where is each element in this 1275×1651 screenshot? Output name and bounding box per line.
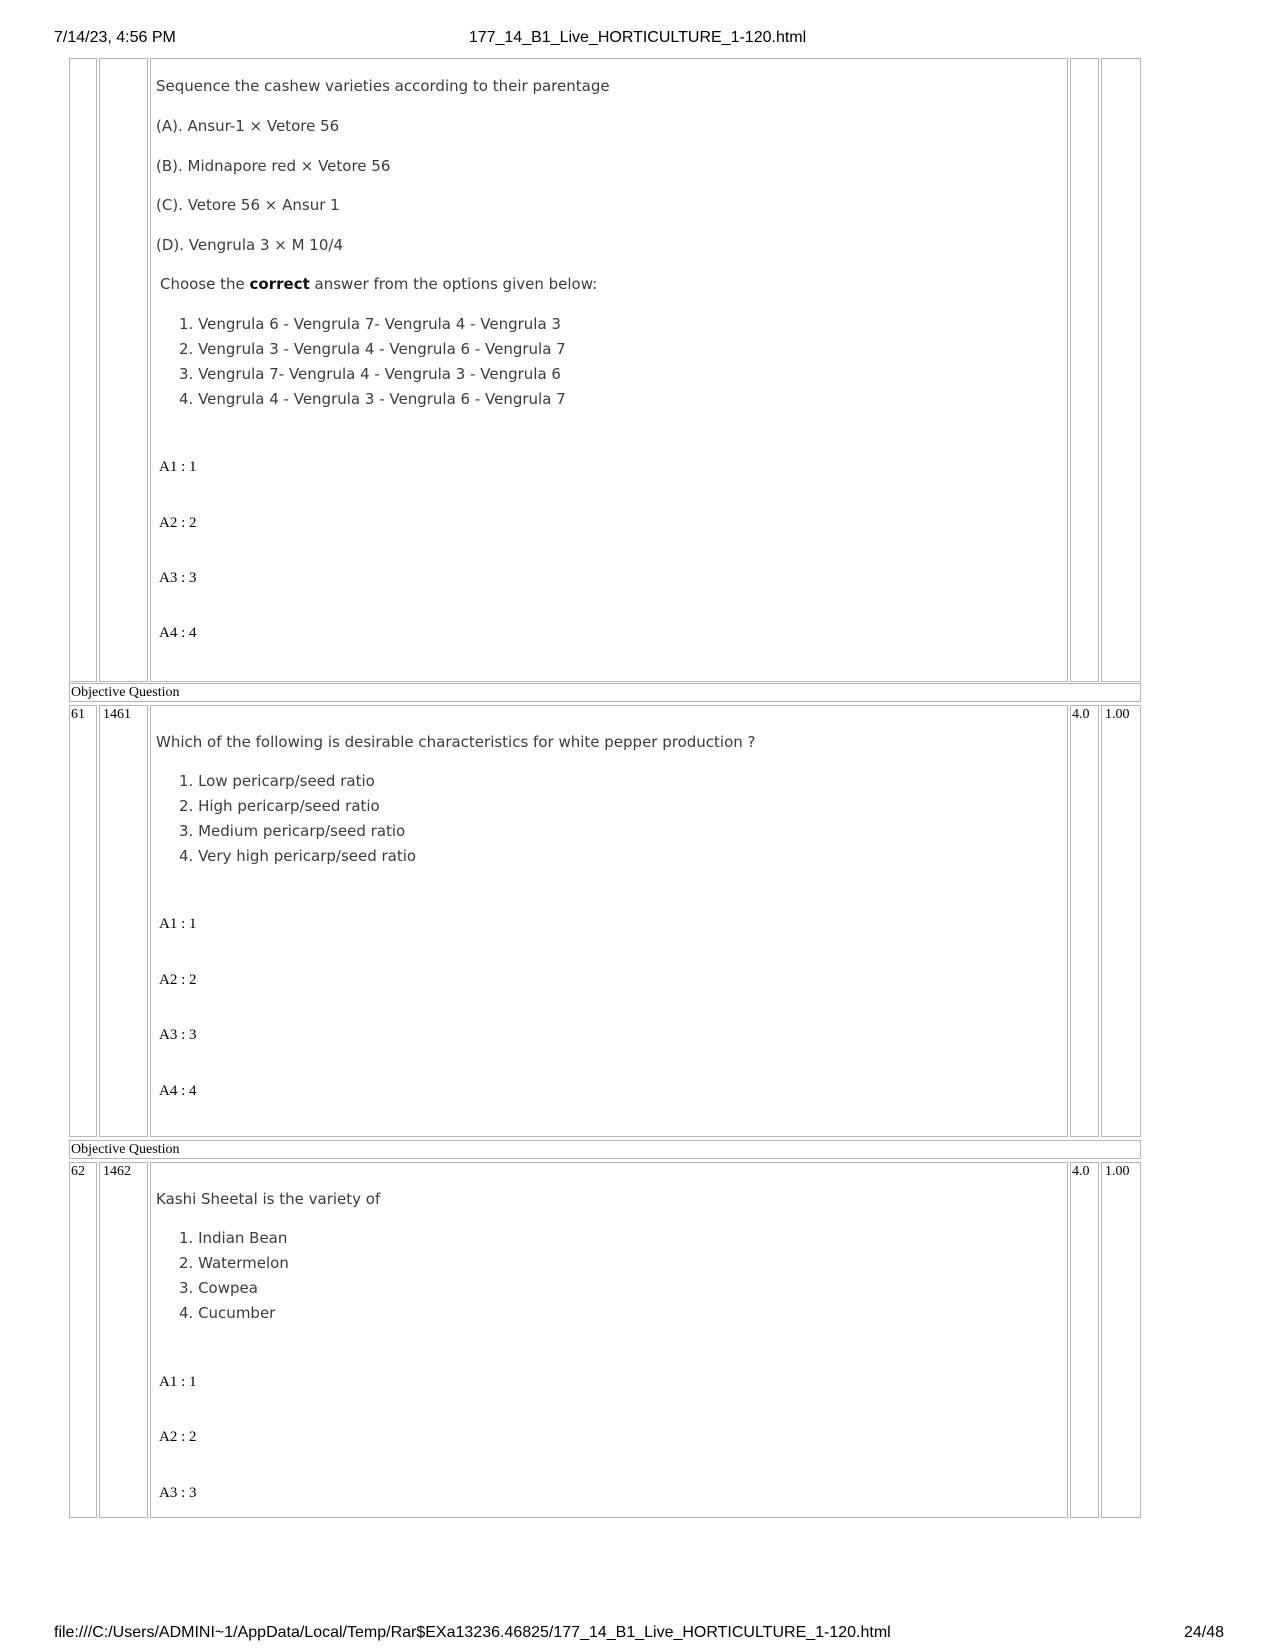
print-footer: [0, 1624, 1275, 1646]
answer-option-4: A4 : 4: [159, 1083, 197, 1099]
option-1: 1. Low pericarp/seed ratio: [179, 772, 375, 790]
section-label: Objective Question: [71, 685, 180, 700]
question-stem: Kashi Sheetal is the variety of: [156, 1190, 381, 1208]
sequence-item-b: (B). Midnapore red × Vetore 56: [156, 157, 391, 175]
file-url: file:///C:/Users/ADMINI~1/AppData/Local/Temp/Rar$EXa13236.46825/177_14_B1_Live_HORTICULTURE_1-120.html: [54, 1624, 891, 1641]
section-header-row: [69, 683, 1141, 702]
option-3: 3. Cowpea: [179, 1279, 258, 1297]
sequence-item-d: (D). Vengrula 3 × M 10/4: [156, 236, 343, 254]
negative-marks-cell: [1101, 58, 1141, 682]
negative-marks-cell: [1101, 705, 1141, 1137]
id-cell: [99, 58, 148, 682]
marks-cell: [1070, 705, 1099, 1137]
option-4: 4. Vengrula 4 - Vengrula 3 - Vengrula 6 - Vengrula 7: [179, 390, 566, 408]
sequence-item-a: (A). Ansur-1 × Vetore 56: [156, 117, 340, 135]
option-list: [179, 312, 566, 412]
id-cell: [99, 1162, 148, 1518]
marks-cell: [1070, 58, 1099, 682]
question-stem: Which of the following is desirable characteristics for white pepper production ?: [156, 733, 756, 751]
answer-option-4: A4 : 4: [159, 625, 197, 641]
section-header-row: [69, 1140, 1141, 1159]
serial-cell: [69, 1162, 97, 1518]
section-label: Objective Question: [71, 1142, 180, 1157]
question-id: 1461: [103, 707, 131, 722]
question-id: 1462: [103, 1164, 131, 1179]
negative-marks-cell: [1101, 1162, 1141, 1518]
option-3: 3. Medium pericarp/seed ratio: [179, 822, 406, 840]
option-2: 2. Watermelon: [179, 1254, 289, 1272]
answer-option-2: A2 : 2: [159, 972, 197, 988]
serial-cell: [69, 705, 97, 1137]
print-header: [0, 29, 1275, 51]
answer-option-1: A1 : 1: [159, 1374, 197, 1390]
answer-option-1: A1 : 1: [159, 916, 197, 932]
serial-number: 62: [71, 1164, 85, 1179]
marks-cell: [1070, 1162, 1099, 1518]
answer-option-1: A1 : 1: [159, 459, 197, 475]
answer-option-2: A2 : 2: [159, 515, 197, 531]
marks-value: 4.0: [1072, 1164, 1090, 1179]
option-1: 1. Indian Bean: [179, 1229, 288, 1247]
answer-option-3: A3 : 3: [159, 1485, 197, 1501]
instruction-bold: correct: [249, 275, 310, 293]
serial-number: 61: [71, 707, 85, 722]
page-number: 24/48: [1183, 1624, 1224, 1641]
marks-value: 4.0: [1072, 707, 1090, 722]
instruction-prefix: Choose the: [160, 275, 250, 293]
option-list: [179, 769, 416, 869]
serial-cell: [69, 58, 97, 682]
answer-option-3: A3 : 3: [159, 570, 197, 586]
instruction-suffix: answer from the options given below:: [309, 275, 598, 293]
negative-marks-value: 1.00: [1105, 707, 1130, 722]
question-cell: [150, 1162, 1068, 1518]
instruction-text: [160, 275, 597, 293]
question-stem: Sequence the cashew varieties according to their parentage: [156, 77, 610, 95]
answer-option-3: A3 : 3: [159, 1027, 197, 1043]
id-cell: [99, 705, 148, 1137]
document-title: 177_14_B1_Live_HORTICULTURE_1-120.html: [468, 29, 807, 46]
answer-option-2: A2 : 2: [159, 1429, 197, 1445]
option-4: 4. Very high pericarp/seed ratio: [179, 847, 417, 865]
option-1: 1. Vengrula 6 - Vengrula 7- Vengrula 4 - Vengrula 3: [179, 315, 561, 333]
option-2: 2. Vengrula 3 - Vengrula 4 - Vengrula 6 - Vengrula 7: [179, 340, 566, 358]
option-4: 4. Cucumber: [179, 1304, 276, 1322]
negative-marks-value: 1.00: [1105, 1164, 1130, 1179]
print-datetime: 7/14/23, 4:56 PM: [54, 29, 176, 46]
option-3: 3. Vengrula 7- Vengrula 4 - Vengrula 3 - Vengrula 6: [179, 365, 561, 383]
sequence-item-c: (C). Vetore 56 × Ansur 1: [156, 196, 340, 214]
option-list: [179, 1226, 289, 1326]
option-2: 2. High pericarp/seed ratio: [179, 797, 380, 815]
